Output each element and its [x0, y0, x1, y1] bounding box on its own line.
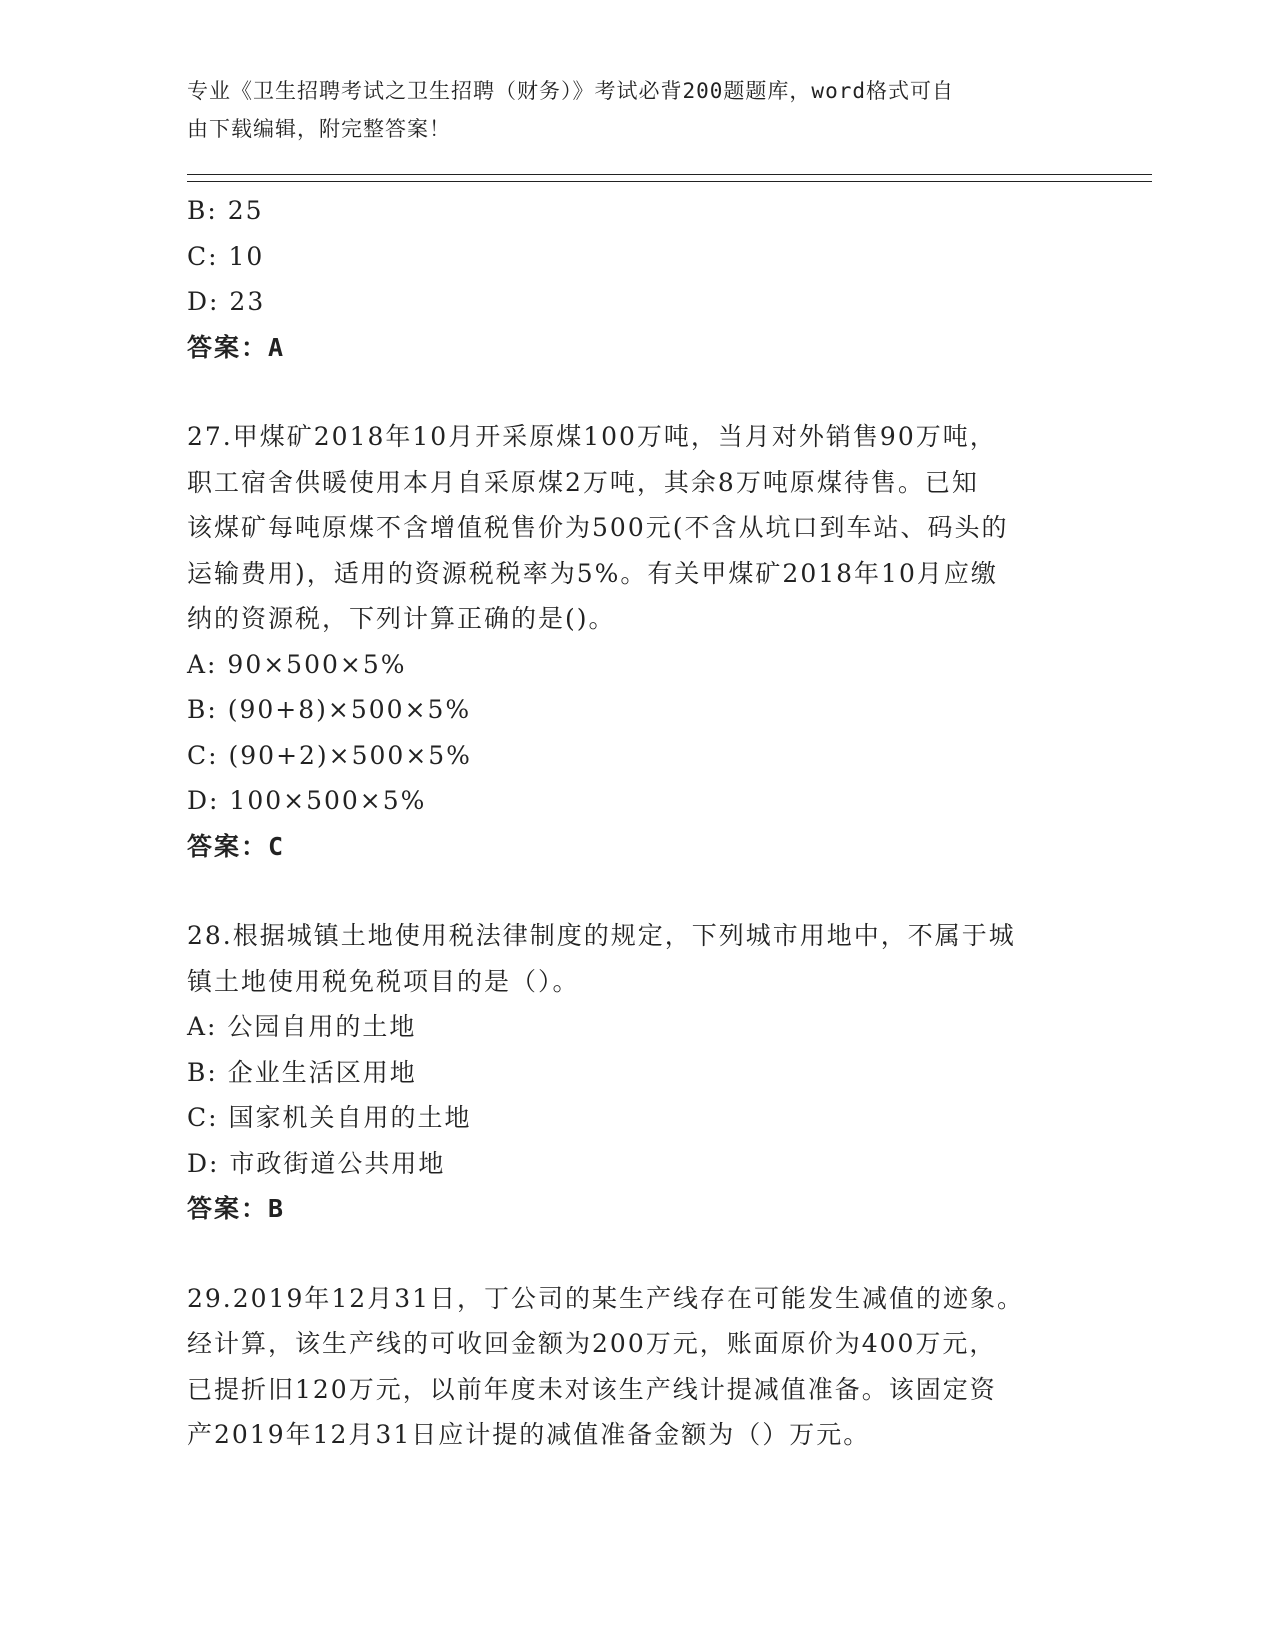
option-b: B: 企业生活区用地	[187, 1057, 417, 1087]
header-line-1: 专业《卫生招聘考试之卫生招聘（财务）》考试必背200题题库，word格式可自	[187, 79, 954, 103]
option-d: D: 23	[187, 287, 266, 316]
question-text-line: 产2019年12月31日应计提的减值准备金额为（）万元。	[187, 1420, 871, 1449]
answer-label: 答案：	[187, 1194, 269, 1223]
answer-value: A	[268, 332, 286, 362]
header-line-2: 由下载编辑，附完整答案！	[187, 117, 451, 141]
option-b: B: 25	[187, 196, 264, 225]
answer-label: 答案：	[187, 831, 269, 861]
option-c: C: (90+2)×500×5%	[187, 740, 472, 770]
option-a: A: 90×500×5%	[187, 649, 407, 679]
answer-line	[187, 325, 1087, 371]
question-text-line: 28.根据城镇土地使用税法律制度的规定，下列城市用地中，不属于城	[187, 921, 1016, 950]
question-text-line: 职工宿舍供暖使用本月自采原煤2万吨，其余8万吨原煤待售。已知	[187, 467, 979, 497]
question-text-line: 经计算，该生产线的可收回金额为200万元，账面原价为400万元，	[187, 1329, 997, 1358]
option-c: C: 国家机关自用的土地	[187, 1103, 472, 1132]
answer-value: B	[268, 1194, 286, 1223]
header-divider-top	[187, 174, 1152, 175]
option-d: D: 市政街道公共用地	[187, 1148, 446, 1178]
question-text-line: 29.2019年12月31日，丁公司的某生产线存在可能发生减值的迹象。	[187, 1283, 1025, 1313]
question-27	[187, 414, 1087, 869]
question-28	[187, 913, 1087, 1232]
answer-line	[187, 824, 1087, 870]
header-divider-bottom	[187, 181, 1152, 182]
question-text-line: 27.甲煤矿2018年10月开采原煤100万吨，当月对外销售90万吨，	[187, 422, 997, 451]
question-text-line: 该煤矿每吨原煤不含增值税售价为500元(不含从坑口到车站、码头的	[187, 513, 1009, 542]
option-b: B: (90+8)×500×5%	[187, 695, 472, 724]
option-c: C: 10	[187, 241, 265, 271]
question-text-line: 运输费用)，适用的资源税税率为5%。有关甲煤矿2018年10月应缴	[187, 558, 998, 588]
question-text-line: 镇土地使用税免税项目的是（）。	[187, 966, 580, 996]
answer-line	[187, 1186, 1087, 1232]
question-29	[187, 1276, 1087, 1458]
answer-value: C	[268, 831, 286, 861]
question-content	[187, 188, 1087, 1458]
option-d: D: 100×500×5%	[187, 786, 427, 815]
page-header	[187, 72, 1067, 148]
question-text-line: 已提折旧120万元，以前年度未对该生产线计提减值准备。该固定资	[187, 1374, 997, 1404]
answer-label: 答案：	[187, 332, 269, 362]
option-a: A: 公园自用的土地	[187, 1012, 417, 1041]
question-26-tail	[187, 188, 1087, 370]
question-text-line: 纳的资源税，下列计算正确的是()。	[187, 604, 616, 633]
